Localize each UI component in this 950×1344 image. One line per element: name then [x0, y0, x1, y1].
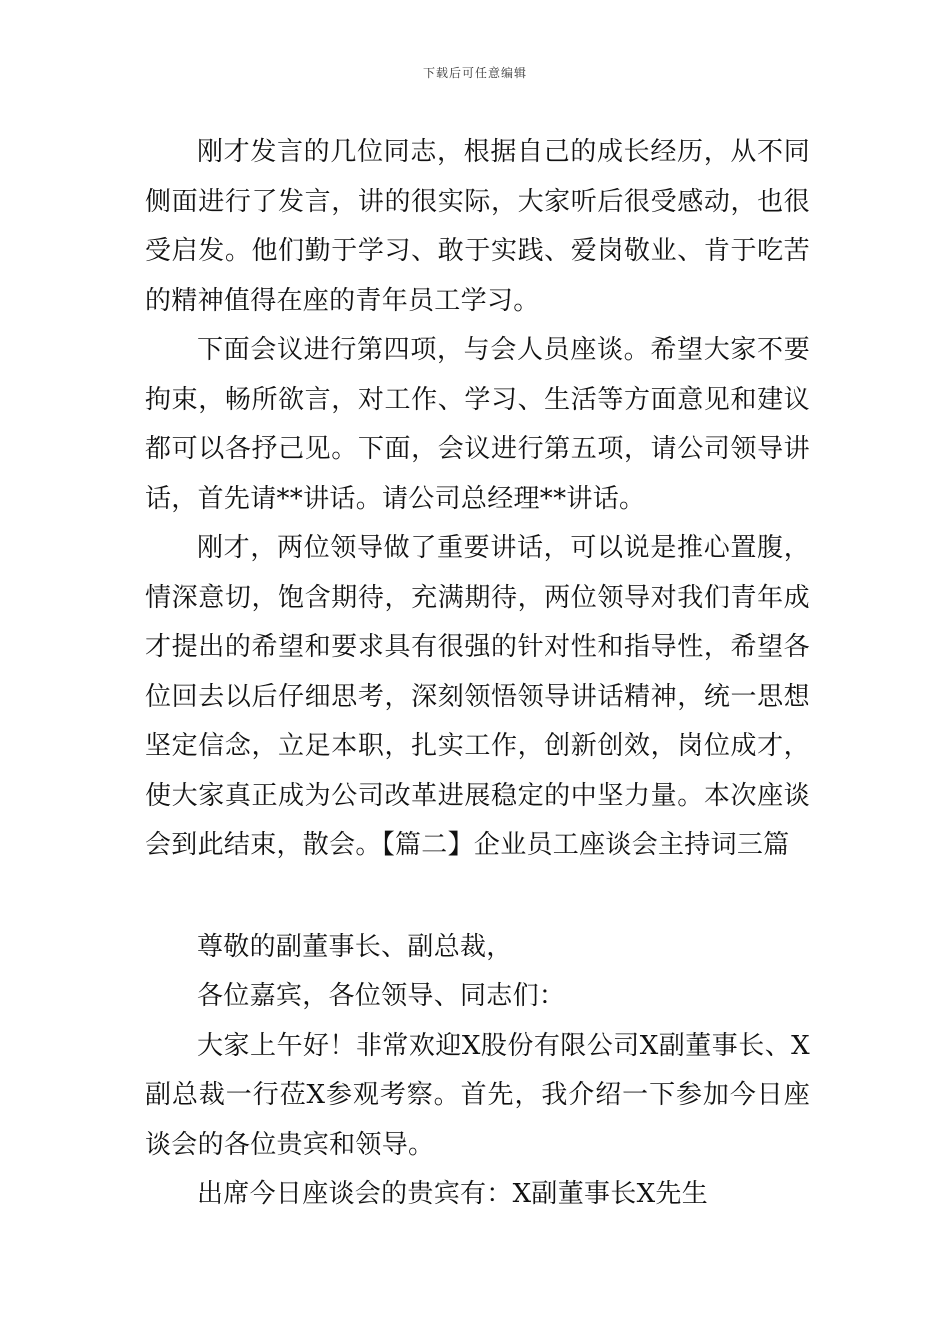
section-gap — [145, 871, 810, 923]
document-body — [145, 128, 810, 1220]
paragraph: 下面会议进行第四项，与会人员座谈。希望大家不要拘束，畅所欲言，对工作、学习、生活等方面意见和建议都可以各抒己见。下面，会议进行第五项，请公司领导讲话，首先请**讲话。请公司总经理**讲话。 — [145, 335, 810, 514]
paragraph: 刚才，两位领导做了重要讲话，可以说是推心置腹，情深意切，饱含期待，充满期待，两位领导对我们青年成才提出的希望和要求具有很强的针对性和指导性，希望各位回去以后仔细思考，深刻领悟领导讲话精神，统一思想坚定信念，立足本职，扎实工作，创新创效，岗位成才，使大家真正成为公司改革进展稳定的中坚力量。本次座谈会到此结束，散会。【篇二】企业员工座谈会主持词三篇 — [145, 533, 810, 860]
page-header-note: 下载后可任意编辑 — [422, 66, 527, 80]
paragraph: 大家上午好！非常欢迎X股份有限公司X副董事长、X副总裁一行莅X参观考察。首先，我介绍一下参加今日座谈会的各位贵宾和领导。 — [145, 1030, 810, 1160]
salutation-line: 各位嘉宾，各位领导、同志们： — [197, 981, 566, 1011]
paragraph: 刚才发言的几位同志，根据自己的成长经历，从不同侧面进行了发言，讲的很实际，大家听后很受感动，也很受启发。他们勤于学习、敢于实践、爱岗敬业、肯于吃苦的精神值得在座的青年员工学习。 — [145, 137, 810, 316]
paragraph: 出席今日座谈会的贵宾有：X副董事长X先生 — [197, 1179, 709, 1209]
salutation-line: 尊敬的副董事长、副总裁， — [197, 931, 513, 962]
